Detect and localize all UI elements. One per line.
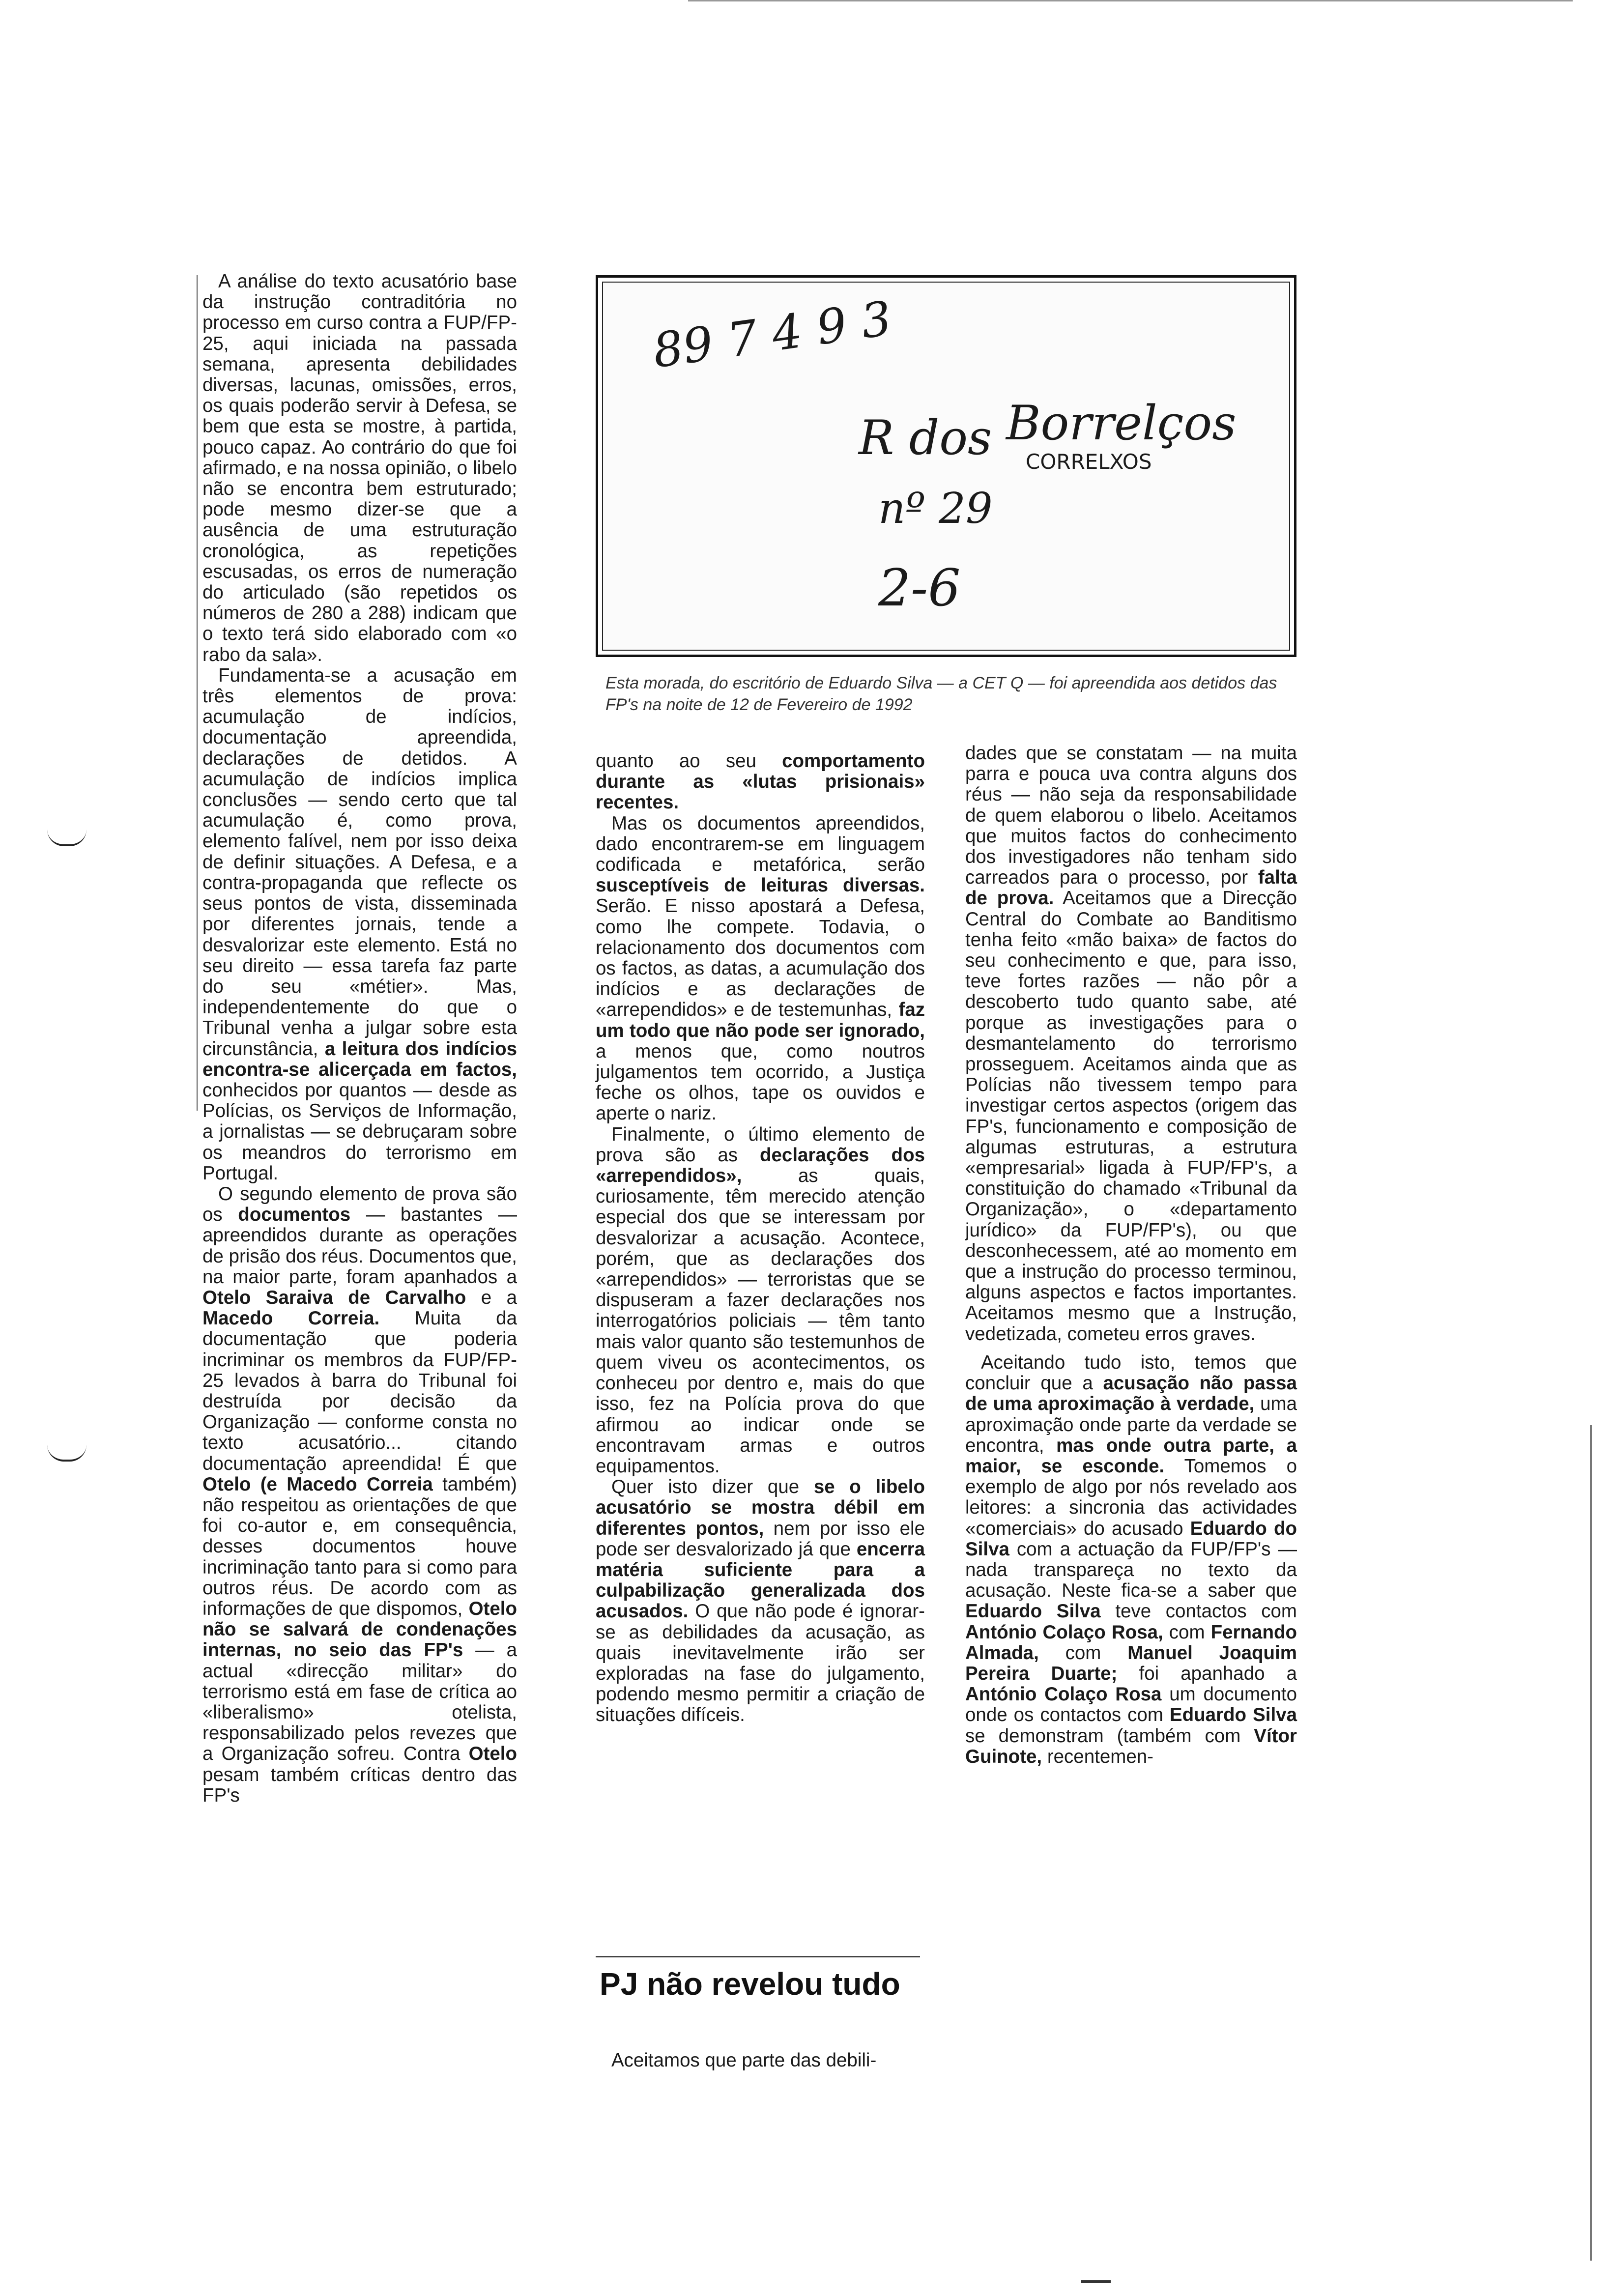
bold-run: Eduardo do Silva <box>965 1518 1297 1560</box>
bold-run: Vítor Guinote, <box>965 1725 1297 1767</box>
scan-speck <box>1081 2280 1111 2283</box>
article-column-1 <box>202 271 517 1806</box>
text-run: teve contactos com <box>1115 1601 1297 1622</box>
paragraph <box>202 665 517 1184</box>
handwritten-note-date: 2-6 <box>878 558 961 618</box>
text-run: com <box>1169 1621 1205 1643</box>
bold-run: Otelo Saraiva de Carvalho <box>202 1287 466 1308</box>
bold-run: Eduardo Silva <box>1169 1704 1297 1726</box>
bold-run: António Colaço Rosa, <box>965 1621 1163 1643</box>
text-run: Aceitamos que a Direcção Central do Combate ao Banditismo tenha feito «mão baixa» de factos do seu conhecimento e que, para isso, teve fortes razões — não pôr a descoberto tudo quanto sabe, até porque as investigações para o desmantelamento do terrorismo prosseguem. Aceitamos ainda que as Polícias não tivessem tempo para investigar certos aspectos (origem das FP's, funcionamento e composição de algumas estruturas, a estrutura «empresarial» ligada à FUP/FP's, a constituição do chamado «Tribunal da Organização», o «departamento jurídico» da FUP/FP's), ou que desconhecessem, até ao momento em que a instrução do processo terminou, alguns aspectos e factos importantes. Aceitamos mesmo que a Instrução, vedetizada, cometeu erros graves. <box>965 888 1297 1345</box>
text-run: Aceitando tudo isto, temos que concluir que a <box>965 1351 1297 1394</box>
text-run: Muita da documentação que poderia incriminar os membros da FUP/FP-25 levados à barra do Tribunal foi destruída por decisão da Organização — conforme consta no texto acusatório... citando documentação apreendida! É que <box>202 1308 517 1474</box>
handwritten-note-line1: R dos <box>859 410 992 465</box>
handwritten-note-word: Borrelços <box>1006 396 1237 451</box>
right-edge-rule <box>1590 1425 1592 2261</box>
article-column-2 <box>596 751 925 1726</box>
bold-run: documentos <box>238 1204 351 1226</box>
handwritten-number: 89 7 4 9 3 <box>649 290 895 379</box>
text-run: — a actual «direcção militar» do terrorismo está em fase de crítica ao «liberalismo» otelista, responsabilizado pelos revezes que a Organização sofreu. Contra <box>202 1639 517 1765</box>
bold-run: mas onde outra parte, a maior, se esconde. <box>965 1435 1297 1477</box>
bold-run: encerra matéria suficiente para a culpabilização generalizada dos acusados. <box>596 1538 925 1622</box>
bold-run: acusação não passa de uma aproximação à verdade, <box>965 1373 1297 1415</box>
scan-speck <box>688 0 1573 1</box>
text-run: e a <box>481 1287 517 1308</box>
text-run: também) não respeitou as orientações de que foi co-autor e, em consequência, desses documentos houve incriminação tanto para si como para outros réus. De acordo com as informações de que dispomos, <box>202 1473 517 1619</box>
paragraph <box>965 1352 1297 1767</box>
bold-run: Otelo <box>468 1743 517 1765</box>
margin-binding-mark <box>47 1445 86 1462</box>
paragraph <box>596 751 925 813</box>
text-run: conhecidos por quantos — desde as Polícias, os Serviços de Informação, a jornalistas — se debruçaram sobre os meandros do terrorismo em Portugal. <box>202 1079 517 1184</box>
text-run: Finalmente, o último elemento de prova são as <box>596 1123 925 1166</box>
handwritten-note-number: nº 29 <box>878 484 993 533</box>
bold-run: António Colaço Rosa <box>965 1684 1162 1705</box>
paragraph <box>596 1477 925 1725</box>
text-run: — bastantes — apreendidos durante as operações de prisão dos réus. Documentos que, na maior parte, foram apanhados a <box>202 1204 517 1288</box>
bold-run: Macedo Correia. <box>202 1308 380 1329</box>
text-run: Fundamenta-se a acusação em três elementos de prova: acumulação de indícios, documentação apreendida, declarações de detidos. A acumulação de indícios implica conclusões — sendo certo que tal acumulação é, como prova, elemento falível, nem por isso deixa de definir situações. A Defesa, e a contra-propaganda que reflecte os seus pontos de vista, disseminada por diferentes jornais, tende a desvalorizar este elemento. Está no seu direito — essa tarefa faz parte do seu «métier». Mas, independentemente do que o Tribunal venha a julgar sobre esta circunstância, <box>202 664 517 1060</box>
text-run: as quais, curiosamente, têm merecido atenção especial dos que se interessam por desvalorizar a acusação. Acontece, porém, que as declarações dos «arrependidos» — terroristas que se dispuseram a fazer declarações nos interrogatórios policiais — têm tanto mais valor quanto são testemunhos de quem viveu os acontecimentos, os conheceu por dentro e, mais do que isso, fez na Polícia prova do que afirmou ao indicar onde se encontravam armas e outros equipamentos. <box>596 1165 925 1477</box>
text-run: O segundo elemento de prova são os <box>202 1183 517 1226</box>
photo-area <box>602 282 1290 651</box>
paragraph <box>596 813 925 1124</box>
text-run: O que não pode é ignorar-se as debilidades da acusação, as quais inevitavelmente irão ser exploradas na fase do julgamento, podendo mesmo permitir a criação de situações difíceis. <box>596 1601 925 1726</box>
paragraph-continuation: Aceitamos que parte das debili- <box>611 2050 877 2071</box>
photo-caption: Esta morada, do escritório de Eduardo Silva — a CET Q — foi apreendida aos detidos das FP's na noite de 12 de Fevereiro de 1992 <box>605 674 1277 714</box>
bold-run: susceptíveis de leituras diversas. <box>596 875 925 896</box>
paragraph <box>965 743 1297 1345</box>
paragraph <box>596 1124 925 1477</box>
bold-run: Eduardo Silva <box>965 1601 1101 1622</box>
text-run: a menos que, como noutros julgamentos tem ocorrido, a Justiça feche os olhos, tape os ouvidos e aperte o nariz. <box>596 1040 925 1124</box>
text-run: dades que se constatam — na muita parra e pouca uva contra alguns dos réus — não seja da responsabilidade de quem elaborou o libelo. Aceitamos que muitos factos do conhecimento dos investigadores não tenham sido carreados para o processo, por <box>965 743 1297 889</box>
section-headline: PJ não revelou tudo <box>600 1966 900 2002</box>
text-run: Mas os documentos apreendidos, dado encontrarem-se em linguagem codificada e metafórica, serão <box>596 812 925 876</box>
column-rule <box>197 275 198 1111</box>
text-run: Serão. E nisso apostará a Defesa, como lhe compete. Todavia, o relacionamento dos documentos com os factos, as datas, a acumulação dos indícios e as declarações de «arrependidos» e de testemunhas, <box>596 895 925 1021</box>
paragraph <box>202 271 517 665</box>
photo-frame <box>596 275 1296 657</box>
bold-run: a leitura dos indícios encontra-se alicerçada em factos, <box>202 1038 517 1080</box>
bold-run: declarações dos «arrependidos», <box>596 1144 925 1187</box>
text-run: com a actuação da FUP/FP's — nada transpareça no texto da acusação. Neste fica-se a saber que <box>965 1538 1297 1602</box>
bold-run: Fernando Almada, <box>965 1621 1297 1664</box>
text-run: foi apanhado a <box>1139 1663 1297 1684</box>
text-run: uma aproximação onde parte da verdade se encontra, <box>965 1393 1297 1456</box>
text-run: Tomemos o exemplo de algo por nós revelado aos leitores: a sincronia das actividades «comerciais» do acusado <box>965 1455 1297 1539</box>
margin-binding-mark <box>47 830 86 846</box>
text-run: pesam também críticas dentro das FP's <box>202 1764 517 1806</box>
text-run: com <box>1065 1642 1101 1664</box>
article-column-3 <box>965 743 1297 1767</box>
text-run: nem por isso ele pode ser desvalorizado já que <box>596 1518 925 1560</box>
bold-run: falta de prova. <box>965 867 1297 909</box>
bold-run: Otelo (e Macedo Correia <box>202 1473 433 1495</box>
headline-rule <box>596 1956 920 1957</box>
handwritten-note-print: CORRELXOS <box>1026 450 1152 474</box>
text-run: se demonstram (também com <box>965 1725 1241 1747</box>
text-run: recentemen- <box>1047 1746 1153 1767</box>
bold-run: Otelo não se salvará de condenações internas, no seio das FP's <box>202 1598 517 1661</box>
bold-run: se o libelo acusatório se mostra débil em diferentes pontos, <box>596 1476 925 1539</box>
paragraph <box>202 1184 517 1806</box>
text-run: quanto ao seu <box>596 750 756 772</box>
text-run: Quer isto dizer que <box>611 1476 800 1498</box>
text-run: um documento onde os contactos com <box>965 1684 1297 1726</box>
bold-run: Manuel Joaquim Pereira Duarte; <box>965 1642 1297 1684</box>
bold-run: comportamento durante as «lutas prisionais» recentes. <box>596 750 925 813</box>
bold-run: faz um todo que não pode ser ignorado, <box>596 999 925 1041</box>
text-run: A análise do texto acusatório base da instrução contraditória no processo em curso contra a FUP/FP-25, aqui iniciada na passada semana, apresenta debilidades diversas, lacunas, omissões, erros, os quais poderão servir à Defesa, se bem que esta se mostre, à partida, pouco capaz. Ao contrário do que foi afirmado, e na nossa opinião, o libelo não se encontra bem estruturado; pode mesmo dizer-se que a ausência de uma estruturação cronológica, as repetições escusadas, os erros de numeração do articulado (são repetidos os números de 280 a 288) indicam que o texto terá sido elaborado com «o rabo da sala». <box>202 271 517 665</box>
